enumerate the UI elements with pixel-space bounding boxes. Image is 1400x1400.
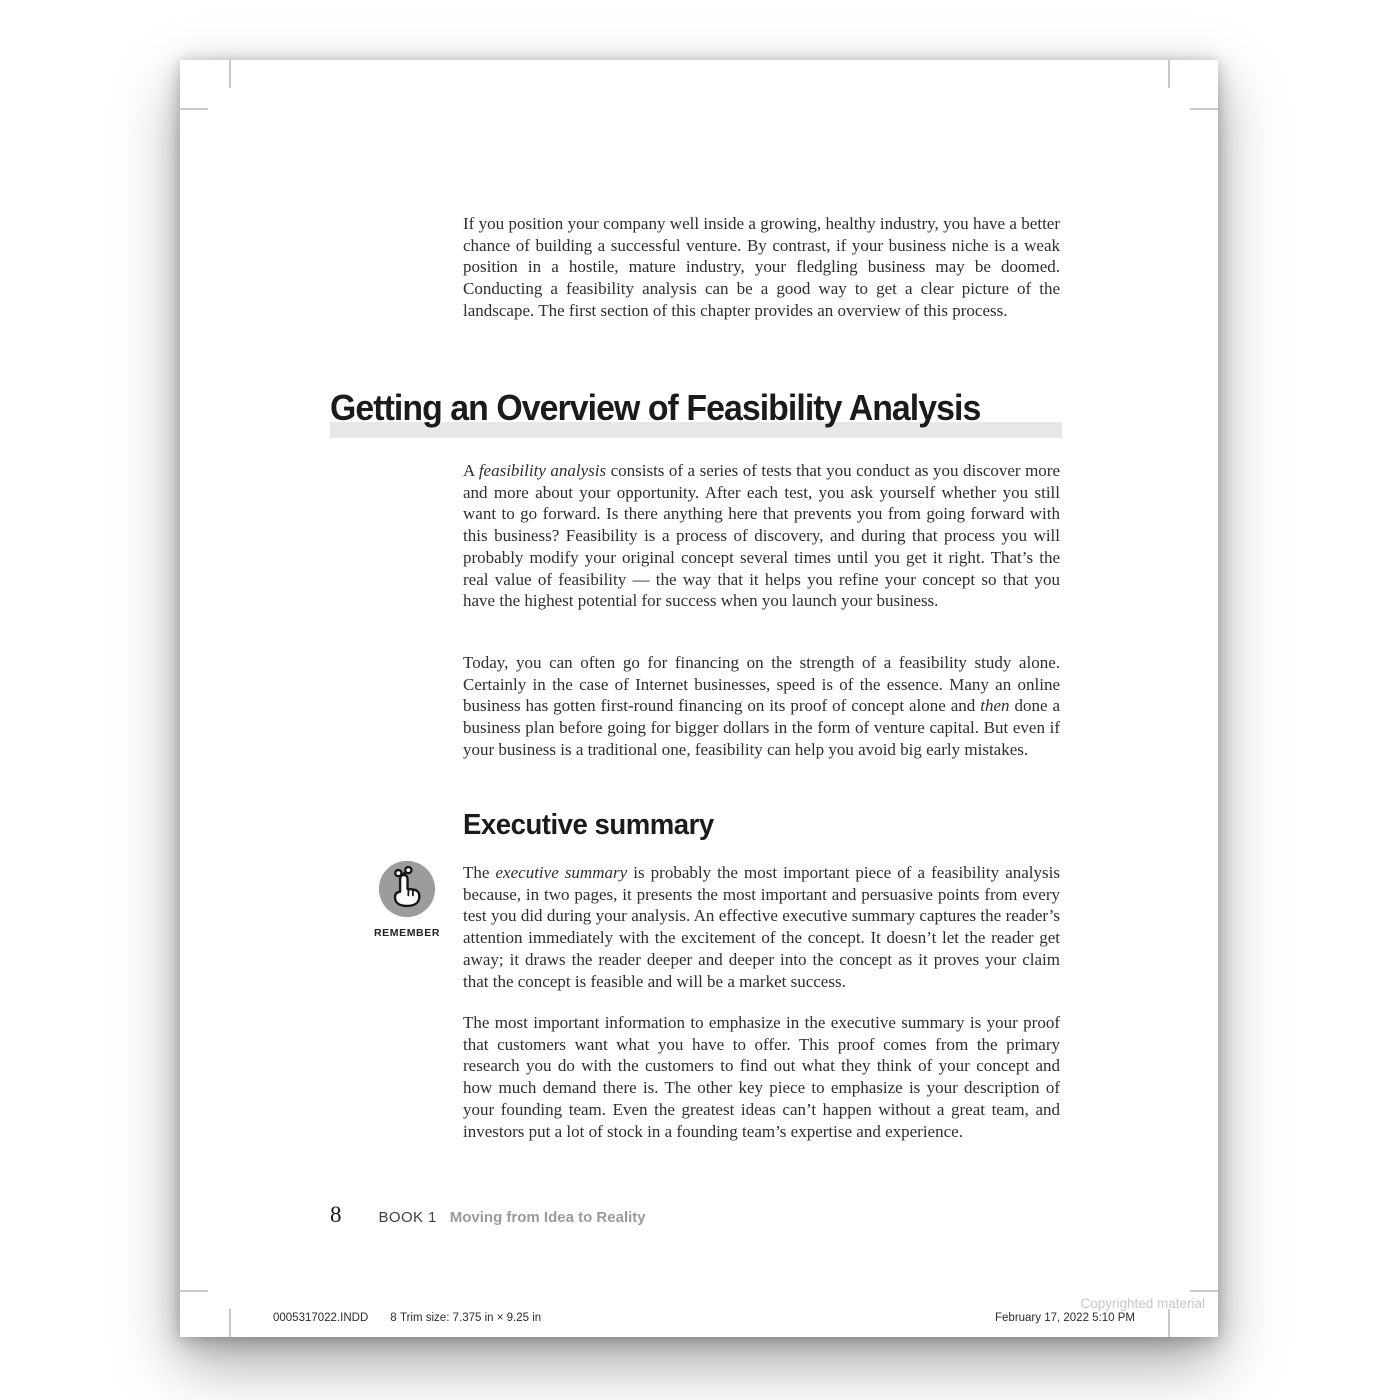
slug-trim-size: Trim size: 7.375 in × 9.25 in bbox=[400, 1312, 542, 1324]
crop-mark bbox=[1168, 60, 1170, 88]
crop-mark bbox=[229, 60, 231, 88]
subsection-paragraph: The executive summary is probably the most important piece of a feasibility analysis because, in two pages, it presents the most important and persuasive points from every test you did during your analysis. An effective executive summary captures the reader’s attention immediately with the excitement of the concept. It doesn’t let the reader get away; it draws the reader deeper and deeper into the concept as it proves your claim that the concept is feasible and will be a market success. bbox=[463, 863, 1060, 991]
subsection-paragraph: The most important information to emphasize in the executive summary is your proof that customers want what you have to offer. This proof comes from the primary research you do with the customers to find out what they think of your concept and how much demand there is. The other key piece to emphasize is your description of your founding team. Even the greatest ideas can’t happen without a great team, and investors put a lot of stock in a founding team’s expertise and experience. bbox=[463, 1013, 1060, 1141]
copyright-watermark: Copyrighted material bbox=[1080, 1296, 1205, 1311]
crop-mark bbox=[180, 108, 208, 110]
subsection-heading: Executive summary bbox=[463, 809, 714, 841]
intro-paragraph: If you position your company well inside a growing, healthy industry, you have a better chance of building a successful venture. By contrast, if your business niche is a weak position in a hostile, mature industry, your fledgling business may be doomed. Conducting a feasibility analysis can be a good way to get a clear picture of the landscape. The first section of this chapter provides an overview of this process. bbox=[463, 214, 1060, 320]
crop-mark bbox=[1190, 1290, 1218, 1292]
remember-hand-icon bbox=[378, 860, 436, 918]
remember-icon-block bbox=[348, 860, 466, 939]
remember-label: REMEMBER bbox=[373, 927, 441, 939]
book-title: Moving from Idea to Reality bbox=[449, 1209, 646, 1226]
book-page bbox=[180, 60, 1218, 1337]
section-paragraph: A feasibility analysis consists of a series of tests that you conduct as you discover more and more about your opportunity. After each test, you ask yourself whether you still want to go forward. Is there anything here that prevents you from going forward with this business? Feasibility is a process of discovery, and during that process you will probably modify your original concept several times until you get it right. That’s the real value of feasibility — the way that it helps you refine your concept so that you have the highest potential for success when you launch your business. bbox=[463, 461, 1061, 611]
slug-file: 0005317022.INDD bbox=[273, 1312, 369, 1324]
slug-file-page: 8 bbox=[390, 1312, 397, 1324]
running-footer bbox=[330, 1202, 646, 1228]
crop-mark bbox=[180, 1290, 208, 1292]
slug-filename bbox=[273, 1312, 397, 1324]
slug-date: February 17, 2022 5:10 PM bbox=[995, 1312, 1135, 1324]
section-heading: Getting an Overview of Feasibility Analysis bbox=[330, 387, 981, 428]
book-label: BOOK 1 bbox=[378, 1209, 437, 1226]
crop-mark bbox=[229, 1309, 231, 1337]
crop-mark bbox=[1168, 1309, 1170, 1337]
section-paragraph: Today, you can often go for financing on the strength of a feasibility study alone. Certainly in the case of Internet businesses, speed is of the essence. Many an online business has gotten first-round financing on its proof of concept alone and then done a business plan before going for bigger dollars in the form of venture capital. But even if your business is a traditional one, feasibility can help you avoid big early mistakes. bbox=[463, 653, 1061, 759]
crop-mark bbox=[1190, 108, 1218, 110]
page-number: 8 bbox=[330, 1202, 342, 1227]
